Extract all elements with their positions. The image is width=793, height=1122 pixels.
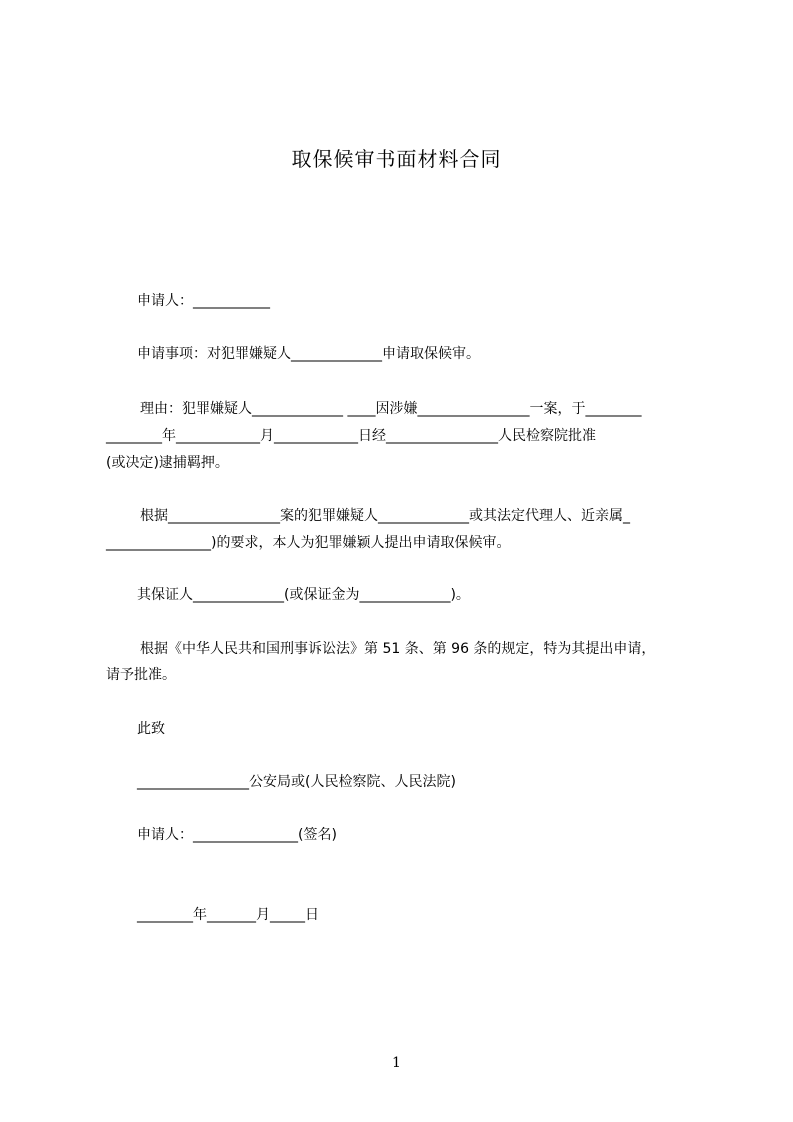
basis-line-1: 根据________________案的犯罪嫌疑人_____________或其法定代理人、近亲属_ xyxy=(140,508,630,524)
reason-line-1: 理由：犯罪嫌疑人_____________ ____因涉嫌________________一案，于________ xyxy=(140,401,642,417)
law-line-1: 根据《中华人民共和国刑事诉讼法》第 51 条、第 96 条的规定，特为其提出申请， xyxy=(140,641,656,657)
recipient-line: ________________公安局或(人民检察院、人民法院) xyxy=(137,774,456,790)
reason-line-3: (或决定)逮捕羁押。 xyxy=(106,455,229,471)
reason-line-2: ________年____________月____________日经________________人民检察院批准 xyxy=(106,428,596,444)
date-line: ________年_______月_____日 xyxy=(137,907,319,923)
guarantor-line: 其保证人_____________(或保证金为_____________)。 xyxy=(137,587,470,603)
document-title: 取保候审书面材料合同 xyxy=(291,147,502,171)
request-line: 申请事项：对犯罪嫌疑人_____________申请取保候审。 xyxy=(137,346,480,362)
law-line-2: 请予批准。 xyxy=(106,667,176,683)
salutation: 此致 xyxy=(137,721,165,737)
basis-line-2: _______________)的要求，本人为犯罪嫌颖人提出申请取保候审。 xyxy=(106,535,511,551)
page-number: 1 xyxy=(392,1055,401,1071)
applicant-line: 申请人：___________ xyxy=(137,293,270,309)
signature-line: 申请人：_______________(签名) xyxy=(137,827,337,843)
